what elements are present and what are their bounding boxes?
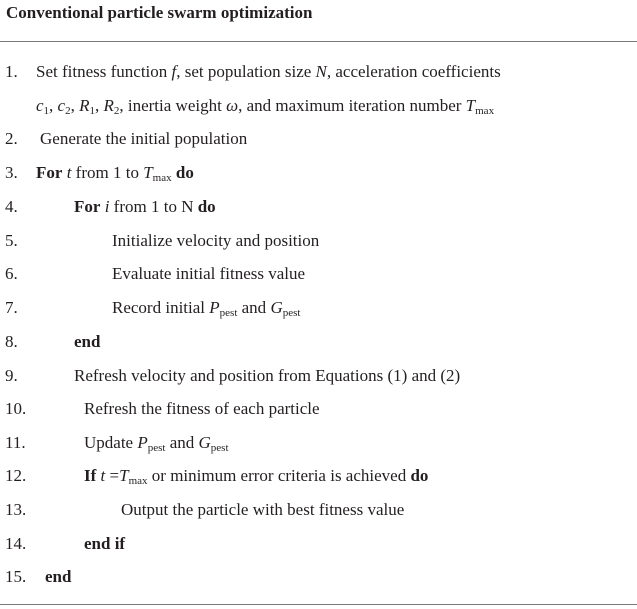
step-3 [0,162,637,184]
top-divider [0,41,637,42]
step-number: 10. [5,399,27,418]
step-text: For t from 1 to $T_{max}$ do [36,163,194,184]
step-text: If $t =T_{max}$ or minimum error criteria is achieved do [84,466,429,487]
step-text: Evaluate initial fitness value [112,264,306,283]
step-7 [0,297,637,319]
step-14 [0,533,637,555]
step-number: 5. [5,231,18,250]
step-number: 15. [5,567,27,586]
step-text: Set fitness function f, set population size N, acceleration coefficients [36,62,501,81]
step-text: end [74,332,101,351]
step-8 [0,331,637,353]
step-number: 9. [5,366,18,385]
step-text: Output the particle with best fitness value [121,500,405,519]
step-number: 14. [5,534,27,553]
page-title: Conventional particle swarm optimization [6,3,313,22]
step-10 [0,398,637,420]
step-12 [0,465,637,487]
step-1 [0,61,637,83]
step-text: Refresh velocity and position from Equations (1) and (2) [74,366,461,385]
step-number: 13. [5,500,27,519]
step-number: 8. [5,332,18,351]
step-number: 12. [5,466,27,485]
step-5 [0,230,637,252]
step-text: Generate the initial population [40,129,248,148]
step-text: end [45,567,72,586]
step-text: Record initial $P_{pest}$ and $G_{pest}$ [112,298,301,319]
bottom-divider [0,604,637,605]
step-15 [0,566,637,588]
step-text: Initialize velocity and position [112,231,320,250]
step-2 [0,128,637,150]
step-text: Refresh the fitness of each particle [84,399,320,418]
step-number: 1. [5,62,18,81]
step-6 [0,263,637,285]
step-number: 4. [5,197,18,216]
step-13 [0,499,637,521]
step-number: 7. [5,298,18,317]
step-text: For i from 1 to N do [74,197,216,216]
step-number: 11. [5,433,26,452]
step-1-continued [0,95,637,117]
step-9 [0,365,637,387]
step-text: $c_1$, $c_2$, $R_1$, $R_2$, inertia weight ω, and maximum iteration number $T_{max}$ [36,96,495,117]
step-text: Update $P_{pest}$ and $G_{pest}$ [84,433,229,454]
step-text: end if [84,534,126,553]
step-number: 2. [5,129,18,148]
step-4 [0,196,637,218]
step-number: 3. [5,163,18,182]
step-11 [0,432,637,454]
step-number: 6. [5,264,18,283]
